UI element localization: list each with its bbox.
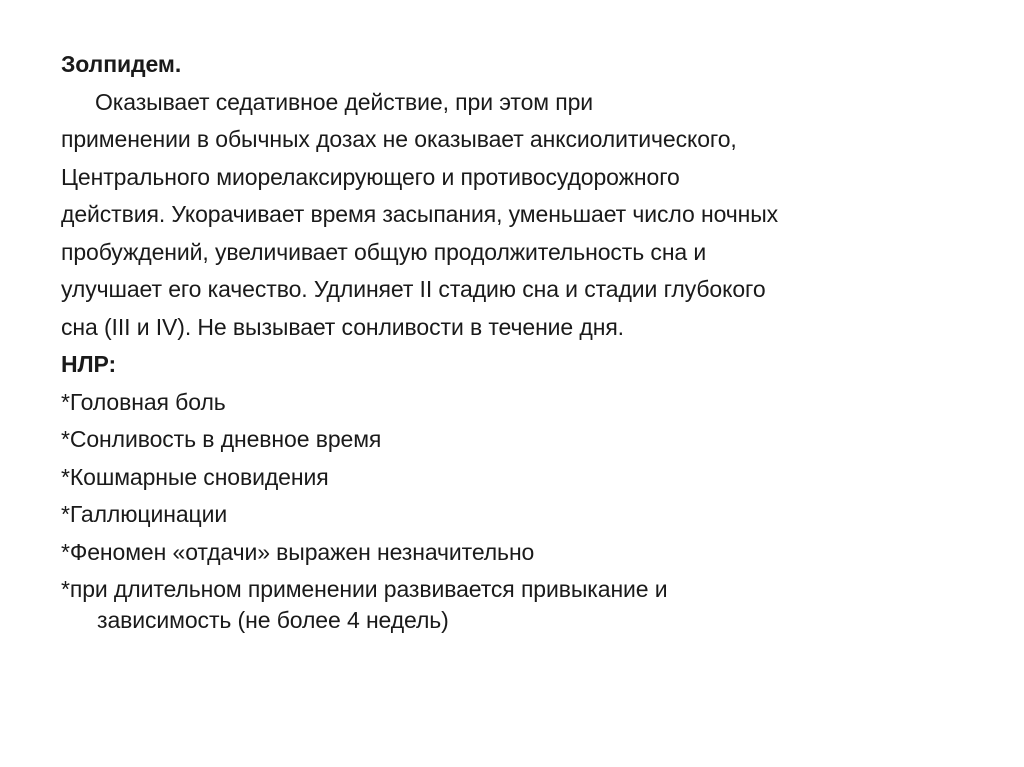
slide-content bbox=[61, 46, 981, 639]
adverse-item-dependence: *при длительном применении развивается привыкание и bbox=[61, 576, 668, 602]
adverse-item-hallucinations: *Галлюцинации bbox=[61, 501, 228, 527]
description-line-2: применении в обычных дозах не оказывает анксиолитического, bbox=[61, 126, 737, 152]
description-line-1: Оказывает седативное действие, при этом при bbox=[95, 88, 594, 115]
adverse-item-daytime-drowsiness: *Сонливость в дневное время bbox=[61, 426, 382, 452]
description-line-6: улучшает его качество. Удлиняет II стадию сна и стадии глубокого bbox=[61, 276, 766, 302]
drug-title: Золпидем. bbox=[61, 51, 182, 77]
adverse-item-rebound: *Феномен «отдачи» выражен незначительно bbox=[61, 538, 535, 565]
description-line-3: Центрального миорелаксирующего и противосудорожного bbox=[61, 163, 680, 190]
adverse-item-headache: *Головная боль bbox=[61, 388, 226, 415]
adverse-item-nightmares: *Кошмарные сновидения bbox=[61, 463, 329, 490]
description-line-5: пробуждений, увеличивает общую продолжительность сна и bbox=[61, 238, 707, 265]
adverse-item-dependence-continuation: зависимость (не более 4 недель) bbox=[97, 606, 449, 633]
description-line-7: сна (III и IV). Не вызывает сонливости в течение дня. bbox=[61, 313, 624, 340]
adverse-reactions-heading: НЛР: bbox=[61, 351, 117, 377]
description-line-4: действия. Укорачивает время засыпания, уменьшает число ночных bbox=[61, 201, 779, 227]
